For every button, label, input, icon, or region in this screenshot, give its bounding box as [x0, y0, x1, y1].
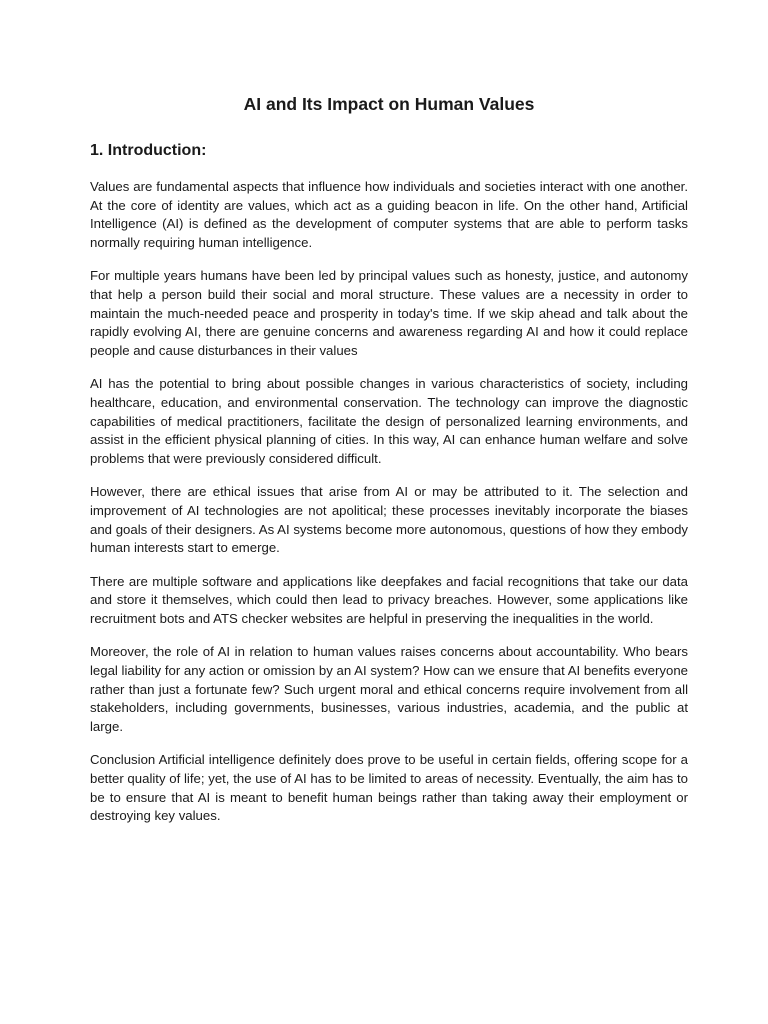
paragraph-accountability: Moreover, the role of AI in relation to human values raises concerns about accountability. Who bears legal liability for any action or omission by an AI system? How can we ensure that AI benefits everyone rather than just a fortunate few? Such urgent moral and ethical concerns require involvement from all stakeholders, including governments, businesses, various industries, academia, and the public at large.: [90, 644, 688, 735]
paragraph-values-definition: Values are fundamental aspects that influence how individuals and societies interact with one another. At the core of identity are values, which act as a guiding beacon in life. On the other hand, Artificial Intelligence (AI) is defined as the development of computer systems that are able to perform tasks normally requiring human intelligence.: [90, 179, 688, 251]
paragraph-conclusion: Conclusion Artificial intelligence definitely does prove to be useful in certain fields, offering scope for a better quality of life; yet, the use of AI has to be limited to areas of necessity. Eventually, the aim has to be to ensure that AI is meant to benefit human beings rather than taking away their employment or destroying key values.: [90, 752, 688, 824]
section-heading-introduction: 1. Introduction:: [90, 142, 207, 159]
paragraph-privacy: There are multiple software and applications like deepfakes and facial recognitions that take our data and store it themselves, which could then lead to privacy breaches. However, some applications like recruitment bots and ATS checker websites are helpful in preserving the inequalities in the world.: [90, 573, 688, 627]
document-title: AI and Its Impact on Human Values: [243, 94, 535, 114]
paragraph-ai-potential: AI has the potential to bring about possible changes in various characteristics of society, including healthcare, education, and environmental conservation. The technology can improve the diagnostic capabilities of medical practitioners, facilitate the design of personalized learning environments, and assist in the efficient physical planning of cities. In this way, AI can enhance human welfare and solve problems that were previously considered difficult.: [90, 376, 688, 467]
paragraph-ethical-issues: However, there are ethical issues that arise from AI or may be attributed to it. The selection and improvement of AI technologies are not apolitical; these processes inevitably incorporate the biases and goals of their designers. As AI systems become more autonomous, questions of how they embody human interests start to emerge.: [90, 484, 688, 556]
paragraph-principal-values: For multiple years humans have been led by principal values such as honesty, justice, and autonomy that help a person build their social and moral structure. These values are a necessity in order to maintain the much-needed peace and prosperity in today's time. If we skip ahead and talk about the rapidly evolving AI, there are genuine concerns and awareness regarding AI and how it could replace people and cause disturbances in their values: [90, 268, 688, 359]
document-body: [90, 178, 688, 841]
